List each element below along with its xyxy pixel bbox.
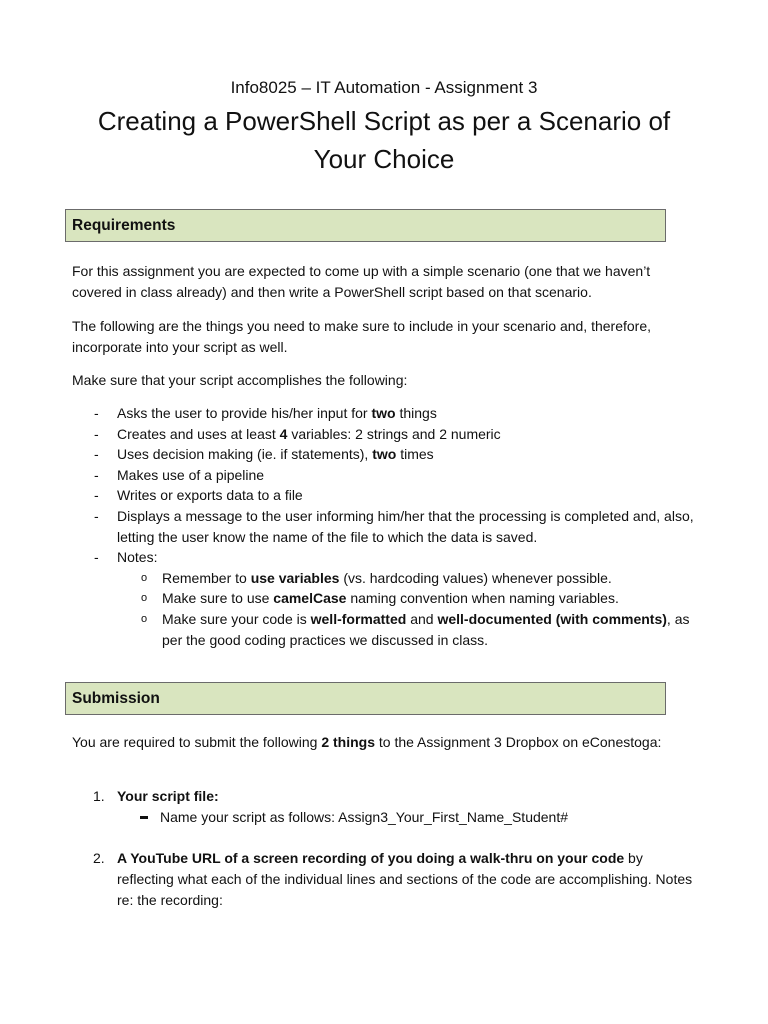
item-text	[117, 848, 703, 911]
submission-intro	[72, 732, 702, 753]
dash-marker: -	[94, 549, 99, 566]
note-text: (vs. hardcoding values) whenever possible.	[339, 569, 612, 586]
note-emphasis: use variables	[250, 569, 340, 586]
intro-emphasis: 2 things	[321, 734, 375, 750]
requirements-heading: Requirements	[65, 209, 666, 242]
intro-text: You are required to submit the following	[72, 734, 322, 750]
note-emphasis: camelCase	[273, 590, 347, 607]
submission-item-1-sub	[140, 807, 568, 828]
note-item	[117, 609, 702, 650]
bullet-marker: o	[141, 571, 148, 584]
dash-marker: -	[94, 446, 99, 463]
list-text: things	[395, 405, 437, 421]
course-line: Info8025 – IT Automation - Assignment 3	[230, 78, 538, 97]
requirements-paragraph-1: For this assignment you are expected to come up with a simple scenario (one that we haven’t covered in class already) and then write a PowerShell script based on that scenario.	[72, 263, 651, 300]
requirements-paragraph-3: Make sure that your script accomplishes the following:	[72, 372, 408, 388]
note-text: , as per the good coding practices we discussed in class.	[162, 610, 690, 648]
list-emphasis: 4	[279, 425, 288, 442]
list-item-notes	[72, 547, 702, 650]
title-line-2: Your Choice	[313, 144, 455, 174]
list-item	[72, 465, 702, 486]
bullet-marker: o	[141, 612, 148, 625]
note-item	[117, 568, 702, 589]
item-number: 2.	[93, 850, 105, 866]
item-emphasis: A YouTube URL of a screen recording of you doing a walk-thru on your code	[117, 850, 625, 866]
intro-text: to the Assignment 3 Dropbox on eConestoga:	[374, 734, 662, 750]
note-text: Make sure to use	[162, 590, 274, 607]
dash-marker: -	[94, 405, 99, 421]
list-text: Creates and uses at least	[117, 425, 280, 442]
bullet-marker: o	[141, 592, 148, 605]
note-item	[117, 588, 702, 609]
list-item	[72, 444, 702, 465]
list-item	[72, 403, 702, 424]
list-emphasis: two	[372, 446, 397, 463]
list-text: variables: 2 strings and 2 numeric	[287, 425, 501, 442]
list-text: Writes or exports data to a file	[117, 487, 303, 504]
note-emphasis: well-documented (with comments)	[437, 610, 667, 627]
dash-marker: -	[94, 487, 99, 504]
submission-item-2	[93, 848, 703, 911]
square-bullet-icon	[140, 816, 148, 819]
item-number: 1.	[93, 788, 105, 804]
list-item	[72, 506, 702, 547]
requirements-paragraph-2: The following are the things you need to make sure to include in your scenario and, therefore, incorporate into your script as well.	[72, 318, 652, 355]
list-text: times	[396, 446, 434, 463]
page-title	[50, 102, 718, 178]
list-item	[72, 424, 702, 445]
note-text: Make sure your code is	[162, 610, 311, 627]
list-item	[72, 485, 702, 506]
submission-heading: Submission	[65, 682, 666, 715]
note-text: naming convention when naming variables.	[346, 590, 619, 607]
dash-marker: -	[94, 466, 99, 483]
item-label: Your script file:	[117, 788, 219, 804]
list-text: Notes:	[117, 549, 158, 566]
note-text: and	[406, 610, 438, 627]
item-rest: by reflecting what each of the individual lines and sections of the code are accomplishing. Notes re: the recording:	[117, 850, 693, 908]
submission-item-1	[93, 786, 703, 807]
note-text: Remember to	[162, 569, 251, 586]
list-text: Uses decision making (ie. if statements),	[117, 446, 373, 463]
requirements-list	[72, 403, 702, 650]
dash-marker: -	[94, 507, 99, 524]
list-text: Asks the user to provide his/her input for	[117, 405, 372, 421]
sub-text: Name your script as follows: Assign3_Your_First_Name_Student#	[160, 809, 569, 825]
note-emphasis: well-formatted	[310, 610, 407, 627]
list-emphasis: two	[371, 405, 396, 421]
list-text: Makes use of a pipeline	[117, 466, 265, 483]
dash-marker: -	[94, 425, 99, 442]
list-text: Displays a message to the user informing him/her that the processing is completed and, also, letting the user know the name of the file to which the data is saved.	[117, 507, 694, 545]
title-line-1: Creating a PowerShell Script as per a Scenario of	[97, 106, 671, 136]
notes-list	[117, 568, 702, 650]
